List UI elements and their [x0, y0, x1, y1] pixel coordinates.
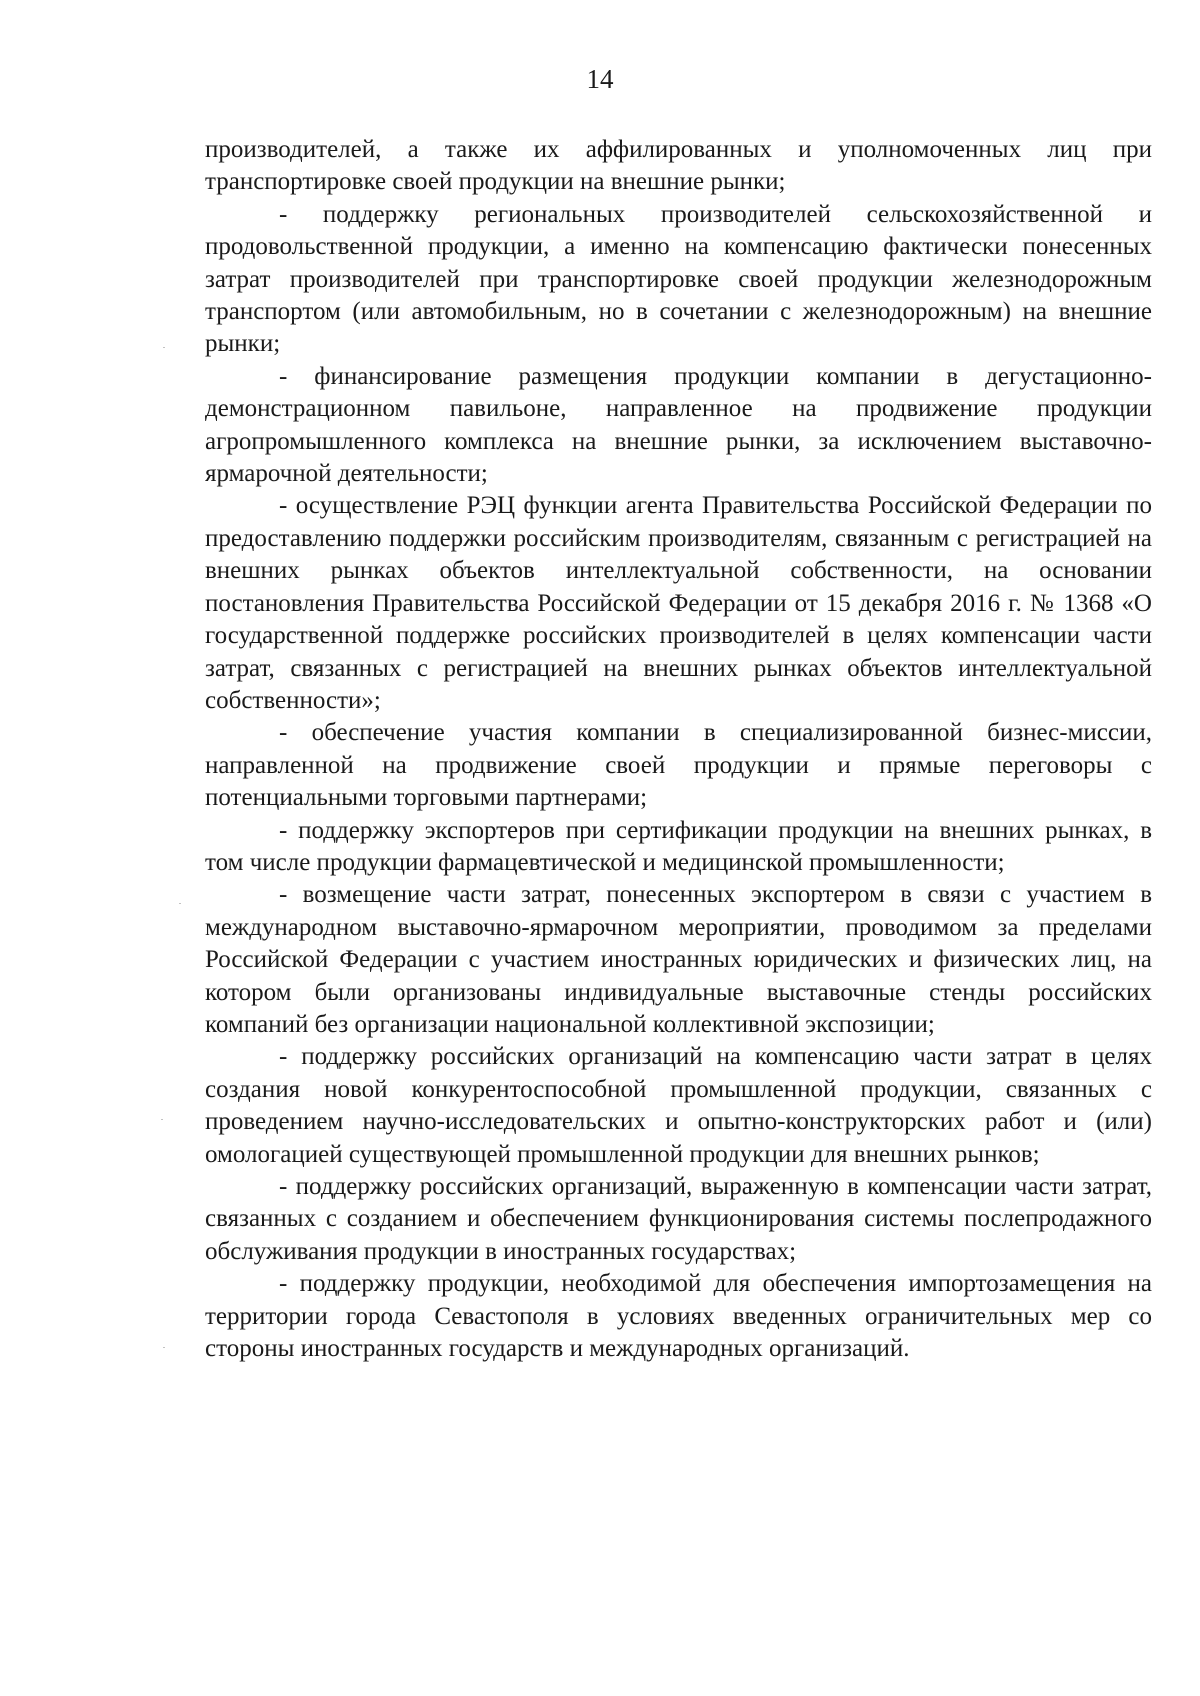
scan-speck: [163, 1347, 165, 1348]
list-item: - обеспечение участия компании в специализированной бизнес-миссии, направленной на продвижение своей продукции и прямые переговоры с потенциальными торговыми партнерами;: [205, 719, 1152, 812]
list-item: - финансирование размещения продукции компании в дегустационно-демонстрационном павильоне, направленное на продвижение продукции агропромышленного комплекса на внешние рынки, за исключением выставочно-ярмарочной деятельности;: [205, 362, 1152, 488]
list-item: - поддержку продукции, необходимой для обеспечения импортозамещения на территории города Севастополя в условиях введенных ограничительных мер со стороны иностранных государств и международных организаций.: [205, 1270, 1152, 1363]
scan-speck: [163, 347, 165, 348]
scan-speck: [179, 903, 181, 904]
list-item: - поддержку российских организаций, выраженную в компенсации части затрат, связанных с созданием и обеспечением функционирования системы послепродажного обслуживания продукции в иностранных государствах;: [205, 1173, 1152, 1265]
list-item: - возмещение части затрат, понесенных экспортером в связи с участием в международном выставочно-ярмарочном мероприятии, проводимом за пределами Российской Федерации с участием иностранных юридических и физических лиц, на котором были организованы индивидуальные выставочные стенды российских компаний без организации национальной коллективной экспозиции;: [205, 881, 1152, 1038]
list-item: - поддержку региональных производителей сельскохозяйственной и продовольственной продукции, а именно на компенсацию фактически понесенных затрат производителей при транспортировке своей продукции железнодорожным транспортом (или автомобильным, но в сочетании с железнодорожным) на внешние рынки;: [205, 200, 1152, 358]
list-item: - осуществление РЭЦ функции агента Правительства Российской Федерации по предоставлению поддержки российским производителям, связанным с регистрацией на внешних рынках объектов интеллектуальной собственности, на основании постановления Правительства Российской Федерации от 15 декабря 2016 г. № 1368 «О государственной поддержке российских производителей в целях компенсации части затрат, связанных с регистрацией на внешних рынках объектов интеллектуальной собственности»;: [205, 492, 1152, 714]
scan-speck: [161, 1119, 163, 1120]
list-item: - поддержку российских организаций на компенсацию части затрат в целях создания новой конкурентоспособной промышленной продукции, связанных с проведением научно-исследовательских и опытно-конструкторских работ и (или) омологацией существующей промышленной продукции для внешних рынков;: [205, 1043, 1152, 1168]
opening-paragraph: производителей, а также их аффилированных и уполномоченных лиц при транспортировке своей продукции на внешние рынки;: [205, 136, 1152, 196]
page-number: 14: [586, 64, 614, 94]
document-body: [205, 134, 1152, 1365]
list-item: - поддержку экспортеров при сертификации продукции на внешних рынках, в том числе продукции фармацевтической и медицинской промышленности;: [205, 816, 1152, 876]
